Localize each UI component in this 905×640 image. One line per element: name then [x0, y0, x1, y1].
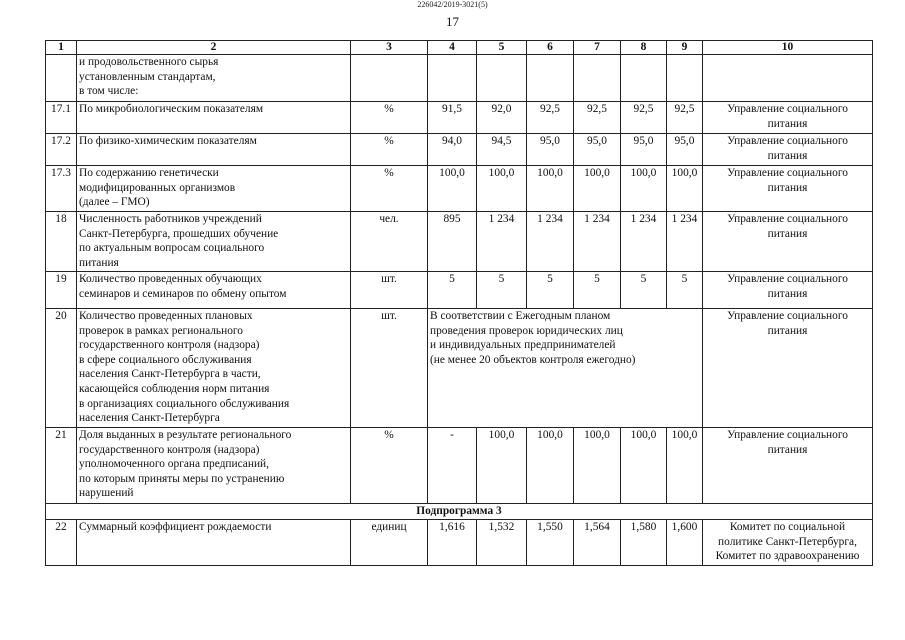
- row-number: 22: [46, 520, 77, 566]
- row-number: 17.2: [46, 134, 77, 166]
- value-col5: 100,0: [477, 428, 527, 504]
- unit: единиц: [351, 520, 428, 566]
- unit: [351, 55, 428, 102]
- value-col8: [621, 55, 667, 102]
- value-col9: 100,0: [667, 166, 703, 212]
- value-col6: 100,0: [527, 166, 574, 212]
- value-col5: 100,0: [477, 166, 527, 212]
- indicators-table: [45, 40, 873, 566]
- value-col6: [527, 55, 574, 102]
- table-row: [46, 166, 873, 212]
- unit: %: [351, 102, 428, 134]
- col-header-7: 7: [574, 41, 621, 55]
- indicator-name: Количество проведенных плановых проверок в рамках регионального государственного контроля (надзора) в сфере социального обслуживания населения Санкт-Петербурга в части, касающейся соблюдения норм питания в организациях социального обслуживания населения Санкт-Петербурга: [77, 309, 351, 428]
- responsible: Управление социального питания: [703, 166, 873, 212]
- value-col7: 5: [574, 272, 621, 309]
- row-number: 20: [46, 309, 77, 428]
- row-number: 19: [46, 272, 77, 309]
- responsible: Управление социального питания: [703, 102, 873, 134]
- value-col9: 92,5: [667, 102, 703, 134]
- responsible: Управление социального питания: [703, 272, 873, 309]
- table-row: [46, 272, 873, 309]
- col-header-2: 2: [77, 41, 351, 55]
- value-col8: 95,0: [621, 134, 667, 166]
- subprogram-title: Подпрограмма 3: [46, 504, 873, 520]
- table-row: [46, 309, 873, 428]
- value-col8: 5: [621, 272, 667, 309]
- unit: %: [351, 166, 428, 212]
- unit: %: [351, 428, 428, 504]
- value-col5: 94,5: [477, 134, 527, 166]
- col-header-1: 1: [46, 41, 77, 55]
- col-header-6: 6: [527, 41, 574, 55]
- value-col4: 895: [428, 212, 477, 272]
- value-col7: 95,0: [574, 134, 621, 166]
- value-col7: 1 234: [574, 212, 621, 272]
- unit: шт.: [351, 272, 428, 309]
- indicator-name: Численность работников учреждений Санкт-Петербурга, прошедших обучение по актуальным вопросам социального питания: [77, 212, 351, 272]
- row-number: 17.3: [46, 166, 77, 212]
- value-col6: 100,0: [527, 428, 574, 504]
- indicator-name: Количество проведенных обучающих семинаров и семинаров по обмену опытом: [77, 272, 351, 309]
- value-col8: 92,5: [621, 102, 667, 134]
- value-col7: [574, 55, 621, 102]
- row-number: [46, 55, 77, 102]
- value-col4: [428, 55, 477, 102]
- row-number: 21: [46, 428, 77, 504]
- unit: шт.: [351, 309, 428, 428]
- value-col4: 5: [428, 272, 477, 309]
- page-number: 17: [446, 14, 459, 29]
- col-header-3: 3: [351, 41, 428, 55]
- value-col4: 91,5: [428, 102, 477, 134]
- value-col5: [477, 55, 527, 102]
- value-col6: 1,550: [527, 520, 574, 566]
- value-col5: 1 234: [477, 212, 527, 272]
- indicator-name: Суммарный коэффициент рождаемости: [77, 520, 351, 566]
- row-number: 17.1: [46, 102, 77, 134]
- value-col7: 92,5: [574, 102, 621, 134]
- indicator-name: По микробиологическим показателям: [77, 102, 351, 134]
- col-header-10: 10: [703, 41, 873, 55]
- value-col5: 5: [477, 272, 527, 309]
- table-row: [46, 55, 873, 102]
- subprogram-row: [46, 504, 873, 520]
- value-col9: 5: [667, 272, 703, 309]
- column-header-row: [46, 41, 873, 55]
- value-col7: 1,564: [574, 520, 621, 566]
- responsible: Управление социального питания: [703, 428, 873, 504]
- value-col9: [667, 55, 703, 102]
- table-row: [46, 520, 873, 566]
- table-row: [46, 102, 873, 134]
- value-col6: 92,5: [527, 102, 574, 134]
- value-col5: 1,532: [477, 520, 527, 566]
- value-col4: 1,616: [428, 520, 477, 566]
- value-col5: 92,0: [477, 102, 527, 134]
- value-col6: 95,0: [527, 134, 574, 166]
- table-row: [46, 428, 873, 504]
- value-col8: 1,580: [621, 520, 667, 566]
- value-col4: -: [428, 428, 477, 504]
- responsible: Комитет по социальной политике Санкт-Петербурга, Комитет по здравоохранению: [703, 520, 873, 566]
- value-col4: 100,0: [428, 166, 477, 212]
- value-col8: 100,0: [621, 166, 667, 212]
- indicator-name: По содержанию генетически модифицированных организмов (далее – ГМО): [77, 166, 351, 212]
- col-header-4: 4: [428, 41, 477, 55]
- merged-values-note: В соответствии с Ежегодным планом проведения проверок юридических лиц и индивидуальных предпринимателей (не менее 20 объектов контроля ежегодно): [428, 309, 703, 428]
- document-id: 226042/2019-3021(5): [417, 0, 488, 9]
- col-header-8: 8: [621, 41, 667, 55]
- table-row: [46, 134, 873, 166]
- responsible: Управление социального питания: [703, 212, 873, 272]
- value-col9: 1 234: [667, 212, 703, 272]
- indicator-name: и продовольственного сырья установленным стандартам, в том числе:: [77, 55, 351, 102]
- responsible: Управление социального питания: [703, 134, 873, 166]
- value-col9: 1,600: [667, 520, 703, 566]
- indicator-name: По физико-химическим показателям: [77, 134, 351, 166]
- unit: %: [351, 134, 428, 166]
- col-header-5: 5: [477, 41, 527, 55]
- value-col9: 95,0: [667, 134, 703, 166]
- table-row: [46, 212, 873, 272]
- value-col9: 100,0: [667, 428, 703, 504]
- value-col6: 5: [527, 272, 574, 309]
- value-col7: 100,0: [574, 428, 621, 504]
- value-col7: 100,0: [574, 166, 621, 212]
- unit: чел.: [351, 212, 428, 272]
- value-col8: 100,0: [621, 428, 667, 504]
- responsible: [703, 55, 873, 102]
- row-number: 18: [46, 212, 77, 272]
- indicator-name: Доля выданных в результате регионального государственного контроля (надзора) уполномоченного органа предписаний, по которым приняты меры по устранению нарушений: [77, 428, 351, 504]
- col-header-9: 9: [667, 41, 703, 55]
- responsible: Управление социального питания: [703, 309, 873, 428]
- value-col8: 1 234: [621, 212, 667, 272]
- value-col6: 1 234: [527, 212, 574, 272]
- value-col4: 94,0: [428, 134, 477, 166]
